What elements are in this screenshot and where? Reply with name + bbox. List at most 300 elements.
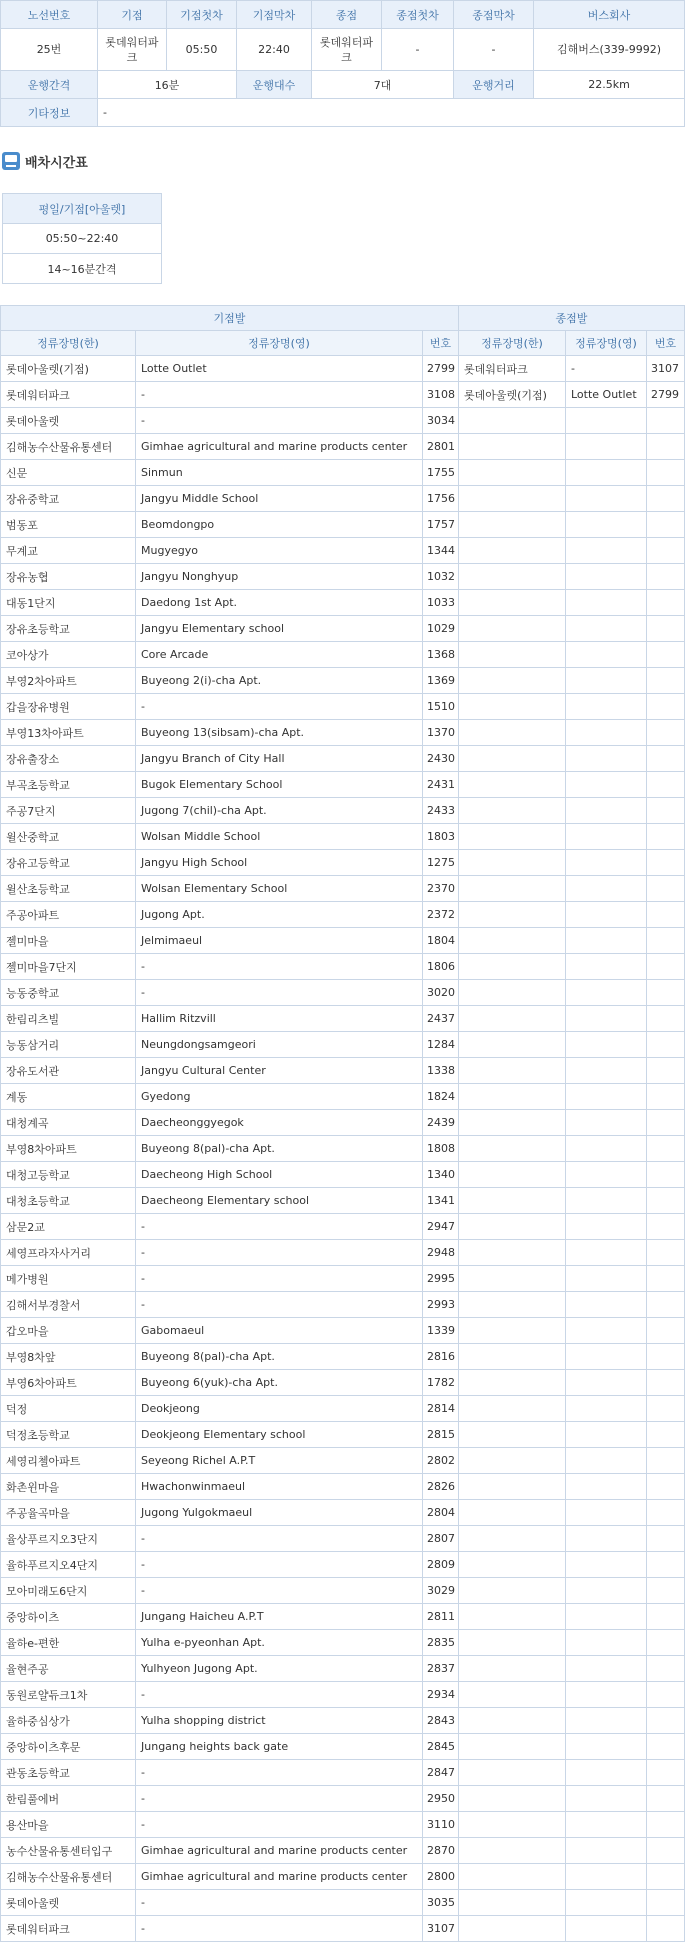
stop-name-kr: 롯데워터파크: [1, 382, 136, 408]
stop-name-en: Jelmimaeul: [136, 928, 423, 954]
stop-name-en: -: [136, 1214, 423, 1240]
col-end-en: 정류장명(영): [566, 331, 647, 356]
stop-number: 2431: [423, 772, 459, 798]
table-row: [1, 954, 685, 980]
table-row: [1, 1422, 685, 1448]
stop-name-kr: 율현주공: [1, 1656, 136, 1682]
end-stop-name-kr: [459, 1890, 566, 1916]
end-stop-name-en: [566, 1526, 647, 1552]
end-stop-name-en: [566, 902, 647, 928]
end-stop-number: 2799: [647, 382, 685, 408]
end-stop-name-en: [566, 772, 647, 798]
table-row: [1, 720, 685, 746]
stop-number: 1340: [423, 1162, 459, 1188]
info-header-3: 기점막차: [237, 1, 312, 29]
stop-name-en: Jangyu Nonghyup: [136, 564, 423, 590]
end-stop-number: [647, 928, 685, 954]
end-stop-name-en: [566, 1292, 647, 1318]
end-stop-name-kr: [459, 1500, 566, 1526]
end-stop-name-en: [566, 1058, 647, 1084]
stop-name-kr: 김해농수산물유통센터: [1, 1864, 136, 1890]
end-stop-name-en: [566, 1188, 647, 1214]
info-header-0: 노선번호: [1, 1, 98, 29]
stop-number: 3020: [423, 980, 459, 1006]
schedule-heading: [2, 150, 88, 172]
info-value-2: 05:50: [167, 29, 237, 71]
end-stop-name-en: [566, 1214, 647, 1240]
end-stop-name-kr: [459, 1032, 566, 1058]
end-stop-number: [647, 980, 685, 1006]
end-stop-name-en: [566, 590, 647, 616]
stop-number: 2826: [423, 1474, 459, 1500]
stop-name-en: Yulha e-pyeonhan Apt.: [136, 1630, 423, 1656]
table-row: [1, 902, 685, 928]
stop-name-en: Gimhae agricultural and marine products center: [136, 1864, 423, 1890]
stop-name-en: Jangyu Middle School: [136, 486, 423, 512]
col-start-no: 번호: [423, 331, 459, 356]
end-stop-name-en: [566, 1760, 647, 1786]
end-stop-number: [647, 1240, 685, 1266]
end-stop-name-kr: [459, 1708, 566, 1734]
col-end-kr: 정류장명(한): [459, 331, 566, 356]
col-end-no: 번호: [647, 331, 685, 356]
stops-table: [0, 305, 685, 1942]
distance-value: 22.5km: [534, 71, 685, 99]
table-row: [1, 1786, 685, 1812]
stop-name-en: Wolsan Elementary School: [136, 876, 423, 902]
end-stop-name-kr: [459, 824, 566, 850]
info-header-1: 기점: [98, 1, 167, 29]
stop-name-kr: 주공아파트: [1, 902, 136, 928]
end-stop-number: [647, 668, 685, 694]
stop-name-en: Jungang heights back gate: [136, 1734, 423, 1760]
stop-name-en: Buyeong 8(pal)-cha Apt.: [136, 1136, 423, 1162]
end-stop-name-en: [566, 1812, 647, 1838]
table-row: [1, 590, 685, 616]
stop-name-en: -: [136, 1812, 423, 1838]
end-stop-number: [647, 1006, 685, 1032]
end-stop-name-kr: [459, 1474, 566, 1500]
end-stop-number: [647, 1500, 685, 1526]
stop-number: 1033: [423, 590, 459, 616]
end-stop-name-kr: [459, 850, 566, 876]
end-stop-name-en: [566, 1240, 647, 1266]
end-stop-name-en: [566, 1136, 647, 1162]
info-header-6: 종점막차: [454, 1, 534, 29]
table-row: [1, 1734, 685, 1760]
schedule-time: 05:50~22:40: [3, 224, 162, 254]
end-stop-number: [647, 590, 685, 616]
end-stop-name-en: [566, 1474, 647, 1500]
stop-number: 2815: [423, 1422, 459, 1448]
stop-number: 2835: [423, 1630, 459, 1656]
stop-number: 2995: [423, 1266, 459, 1292]
end-stop-name-en: [566, 1916, 647, 1942]
table-row: [1, 1058, 685, 1084]
stop-number: 2847: [423, 1760, 459, 1786]
end-stop-name-kr: [459, 1526, 566, 1552]
stop-name-en: Gimhae agricultural and marine products center: [136, 434, 423, 460]
stop-number: 1755: [423, 460, 459, 486]
stop-number: 1804: [423, 928, 459, 954]
stop-number: 1756: [423, 486, 459, 512]
end-stop-name-kr: [459, 486, 566, 512]
end-stop-name-en: [566, 1864, 647, 1890]
table-row: [1, 642, 685, 668]
end-stop-number: [647, 1864, 685, 1890]
info-value-6: -: [454, 29, 534, 71]
stop-name-kr: 율상푸르지오3단지: [1, 1526, 136, 1552]
end-stop-name-kr: [459, 590, 566, 616]
end-stop-name-kr: 롯데워터파크: [459, 356, 566, 382]
stop-name-kr: 부곡초등학교: [1, 772, 136, 798]
end-stop-name-kr: [459, 642, 566, 668]
end-stop-name-kr: [459, 1344, 566, 1370]
stop-name-en: -: [136, 1552, 423, 1578]
stop-name-en: Core Arcade: [136, 642, 423, 668]
stop-name-en: Jangyu Cultural Center: [136, 1058, 423, 1084]
table-row: [1, 798, 685, 824]
end-stop-number: [647, 1474, 685, 1500]
start-group-header: 기점발: [1, 306, 459, 331]
end-stop-name-en: [566, 746, 647, 772]
stop-number: 2437: [423, 1006, 459, 1032]
end-stop-name-kr: [459, 1838, 566, 1864]
table-row: [1, 1344, 685, 1370]
end-stop-name-kr: [459, 928, 566, 954]
table-row: [1, 746, 685, 772]
end-stop-name-kr: [459, 434, 566, 460]
end-stop-name-en: [566, 538, 647, 564]
info-value-0: 25번: [1, 29, 98, 71]
stop-number: 1032: [423, 564, 459, 590]
stop-number: 2837: [423, 1656, 459, 1682]
stop-number: 2372: [423, 902, 459, 928]
table-row: [1, 1240, 685, 1266]
end-stop-name-en: [566, 1006, 647, 1032]
end-stop-name-kr: [459, 1760, 566, 1786]
end-stop-name-en: [566, 1630, 647, 1656]
end-stop-name-en: [566, 1708, 647, 1734]
stop-name-kr: 대청초등학교: [1, 1188, 136, 1214]
end-stop-name-kr: [459, 1864, 566, 1890]
end-stop-number: [647, 720, 685, 746]
end-stop-number: [647, 1058, 685, 1084]
stop-name-en: Jangyu High School: [136, 850, 423, 876]
table-row: [1, 434, 685, 460]
info-header-4: 종점: [312, 1, 382, 29]
stop-name-kr: 부영2차아파트: [1, 668, 136, 694]
stop-name-en: Buyeong 2(i)-cha Apt.: [136, 668, 423, 694]
table-row: [1, 564, 685, 590]
end-stop-name-en: [566, 1032, 647, 1058]
table-row: [1, 1604, 685, 1630]
end-stop-number: [647, 1266, 685, 1292]
end-stop-name-kr: [459, 772, 566, 798]
table-row: [1, 1136, 685, 1162]
stop-name-kr: 부영8차앞: [1, 1344, 136, 1370]
end-stop-number: [647, 408, 685, 434]
stop-number: 2947: [423, 1214, 459, 1240]
end-stop-name-en: [566, 954, 647, 980]
bus-icon: [2, 152, 20, 170]
end-stop-name-kr: [459, 1240, 566, 1266]
stop-number: 2809: [423, 1552, 459, 1578]
end-stop-number: [647, 1734, 685, 1760]
end-stop-name-kr: [459, 460, 566, 486]
stop-number: 1803: [423, 824, 459, 850]
info-value-5: -: [382, 29, 454, 71]
stop-name-en: Gabomaeul: [136, 1318, 423, 1344]
stop-name-kr: 대청계곡: [1, 1110, 136, 1136]
end-stop-number: [647, 798, 685, 824]
stop-number: 2811: [423, 1604, 459, 1630]
stop-name-en: -: [136, 408, 423, 434]
table-row: [1, 1812, 685, 1838]
table-row: [1, 1292, 685, 1318]
stop-number: 1338: [423, 1058, 459, 1084]
stop-name-kr: 장유출장소: [1, 746, 136, 772]
end-stop-name-en: [566, 1110, 647, 1136]
table-row: [1, 1396, 685, 1422]
end-stop-name-en: [566, 1422, 647, 1448]
end-stop-name-kr: [459, 1682, 566, 1708]
etc-label: 기타정보: [1, 99, 98, 127]
stop-name-en: Jangyu Elementary school: [136, 616, 423, 642]
interval-value: 16분: [98, 71, 237, 99]
end-stop-name-kr: [459, 746, 566, 772]
table-row: [1, 928, 685, 954]
stop-name-en: Lotte Outlet: [136, 356, 423, 382]
end-stop-name-kr: [459, 1916, 566, 1942]
end-stop-number: 3107: [647, 356, 685, 382]
end-stop-number: [647, 850, 685, 876]
end-stop-number: [647, 642, 685, 668]
stop-name-kr: 갑을장유병원: [1, 694, 136, 720]
end-stop-name-en: [566, 824, 647, 850]
route-info-table: [0, 0, 685, 127]
info-value-3: 22:40: [237, 29, 312, 71]
stop-name-kr: 젤미마을7단지: [1, 954, 136, 980]
stop-number: 2950: [423, 1786, 459, 1812]
stop-name-en: Hallim Ritzvill: [136, 1006, 423, 1032]
stop-name-kr: 윌산초등학교: [1, 876, 136, 902]
stop-number: 2816: [423, 1344, 459, 1370]
end-stop-number: [647, 1110, 685, 1136]
stop-number: 2439: [423, 1110, 459, 1136]
table-row: [1, 1188, 685, 1214]
end-stop-name-en: [566, 1552, 647, 1578]
table-row: [1, 1708, 685, 1734]
end-stop-number: [647, 1526, 685, 1552]
stop-name-kr: 율하푸르지오4단지: [1, 1552, 136, 1578]
table-row: [1, 980, 685, 1006]
stop-name-en: -: [136, 1916, 423, 1942]
info-value-7: 김해버스(339-9992): [534, 29, 685, 71]
stop-name-en: Daecheonggyegok: [136, 1110, 423, 1136]
end-stop-number: [647, 1916, 685, 1942]
table-row: [1, 824, 685, 850]
end-stop-name-kr: [459, 1448, 566, 1474]
stop-number: 1782: [423, 1370, 459, 1396]
stop-name-kr: 관동초등학교: [1, 1760, 136, 1786]
table-row: [1, 1084, 685, 1110]
end-stop-name-kr: [459, 1136, 566, 1162]
table-row: [1, 1006, 685, 1032]
end-stop-name-en: [566, 928, 647, 954]
end-stop-name-en: [566, 616, 647, 642]
end-stop-name-kr: [459, 1058, 566, 1084]
stop-number: 2845: [423, 1734, 459, 1760]
end-stop-number: [647, 1214, 685, 1240]
stop-name-kr: 계동: [1, 1084, 136, 1110]
stop-name-en: Beomdongpo: [136, 512, 423, 538]
end-stop-number: [647, 1162, 685, 1188]
end-stop-name-en: [566, 1396, 647, 1422]
end-stop-number: [647, 1604, 685, 1630]
stop-name-kr: 대동1단지: [1, 590, 136, 616]
count-label: 운행대수: [237, 71, 312, 99]
end-stop-name-kr: [459, 1266, 566, 1292]
stop-name-kr: 주공7단지: [1, 798, 136, 824]
stop-number: 2814: [423, 1396, 459, 1422]
stop-name-en: -: [136, 980, 423, 1006]
end-stop-number: [647, 694, 685, 720]
stop-name-kr: 무계교: [1, 538, 136, 564]
stop-name-kr: 덕정초등학교: [1, 1422, 136, 1448]
end-stop-name-kr: [459, 876, 566, 902]
table-row: [1, 1266, 685, 1292]
stop-name-kr: 덕정: [1, 1396, 136, 1422]
end-stop-name-kr: [459, 1786, 566, 1812]
stop-number: 3029: [423, 1578, 459, 1604]
end-stop-name-kr: [459, 798, 566, 824]
end-stop-number: [647, 1188, 685, 1214]
end-stop-number: [647, 486, 685, 512]
end-stop-name-en: [566, 1448, 647, 1474]
stop-name-kr: 장유초등학교: [1, 616, 136, 642]
stop-name-kr: 갑오마을: [1, 1318, 136, 1344]
table-row: [1, 1110, 685, 1136]
etc-value: -: [98, 99, 685, 127]
stop-name-en: -: [136, 1578, 423, 1604]
end-stop-name-en: [566, 720, 647, 746]
stop-name-en: -: [136, 954, 423, 980]
end-stop-name-kr: [459, 564, 566, 590]
stop-name-kr: 중앙하이츠후문: [1, 1734, 136, 1760]
end-stop-number: [647, 1630, 685, 1656]
end-stop-name-en: [566, 1838, 647, 1864]
end-stop-name-kr: [459, 616, 566, 642]
end-stop-number: [647, 1422, 685, 1448]
end-stop-number: [647, 1656, 685, 1682]
table-row: [1, 512, 685, 538]
stop-name-kr: 롯데아울렛(기점): [1, 356, 136, 382]
end-stop-name-en: Lotte Outlet: [566, 382, 647, 408]
end-stop-number: [647, 1370, 685, 1396]
stop-number: 1339: [423, 1318, 459, 1344]
end-stop-number: [647, 564, 685, 590]
table-row: [1, 1760, 685, 1786]
stop-name-kr: 능동중학교: [1, 980, 136, 1006]
end-stop-number: [647, 1318, 685, 1344]
schedule-interval: 14~16분간격: [3, 254, 162, 284]
stop-name-en: Wolsan Middle School: [136, 824, 423, 850]
stop-name-en: -: [136, 1890, 423, 1916]
stop-name-kr: 메가병원: [1, 1266, 136, 1292]
table-row: [1, 1214, 685, 1240]
stop-name-en: Bugok Elementary School: [136, 772, 423, 798]
end-stop-name-kr: [459, 668, 566, 694]
end-stop-name-en: [566, 980, 647, 1006]
stop-name-en: -: [136, 1266, 423, 1292]
interval-label: 운행간격: [1, 71, 98, 99]
stop-number: 2870: [423, 1838, 459, 1864]
end-stop-number: [647, 1136, 685, 1162]
end-stop-number: [647, 538, 685, 564]
table-row: [1, 538, 685, 564]
end-stop-name-kr: [459, 1292, 566, 1318]
stop-name-en: Daedong 1st Apt.: [136, 590, 423, 616]
count-value: 7대: [312, 71, 454, 99]
info-header-5: 종점첫차: [382, 1, 454, 29]
end-stop-name-en: [566, 512, 647, 538]
end-stop-name-en: [566, 1266, 647, 1292]
table-row: [1, 616, 685, 642]
stop-number: 2801: [423, 434, 459, 460]
end-stop-name-kr: [459, 1656, 566, 1682]
stop-name-kr: 롯데아울렛: [1, 408, 136, 434]
stop-number: 3035: [423, 1890, 459, 1916]
stop-name-en: Deokjeong Elementary school: [136, 1422, 423, 1448]
end-stop-name-en: [566, 486, 647, 512]
stop-name-en: Daecheong High School: [136, 1162, 423, 1188]
stop-number: 1341: [423, 1188, 459, 1214]
table-row: [1, 408, 685, 434]
stop-number: 1029: [423, 616, 459, 642]
stop-name-kr: 농수산물유통센터입구: [1, 1838, 136, 1864]
end-stop-name-kr: [459, 1318, 566, 1344]
stop-name-en: Deokjeong: [136, 1396, 423, 1422]
info-value-4: 롯데워터파크: [312, 29, 382, 71]
stop-name-kr: 윌산중학교: [1, 824, 136, 850]
end-stop-number: [647, 1890, 685, 1916]
table-row: [1, 382, 685, 408]
table-row: [1, 1500, 685, 1526]
stop-number: 2843: [423, 1708, 459, 1734]
table-row: [1, 1916, 685, 1942]
stop-name-kr: 장유고등학교: [1, 850, 136, 876]
stop-name-en: Yulhyeon Jugong Apt.: [136, 1656, 423, 1682]
stop-name-kr: 세영프라자사거리: [1, 1240, 136, 1266]
end-stop-number: [647, 1344, 685, 1370]
end-stop-name-kr: [459, 1084, 566, 1110]
table-row: [1, 1032, 685, 1058]
stop-name-kr: 능동삼거리: [1, 1032, 136, 1058]
col-start-en: 정류장명(영): [136, 331, 423, 356]
stop-name-kr: 중앙하이츠: [1, 1604, 136, 1630]
stop-number: 3034: [423, 408, 459, 434]
end-stop-number: [647, 434, 685, 460]
end-stop-number: [647, 1292, 685, 1318]
distance-label: 운행거리: [454, 71, 534, 99]
end-stop-name-en: [566, 694, 647, 720]
end-stop-name-kr: [459, 902, 566, 928]
stop-name-kr: 한림풀에버: [1, 1786, 136, 1812]
table-row: [1, 1526, 685, 1552]
end-stop-name-en: [566, 798, 647, 824]
stop-name-en: Daecheong Elementary school: [136, 1188, 423, 1214]
